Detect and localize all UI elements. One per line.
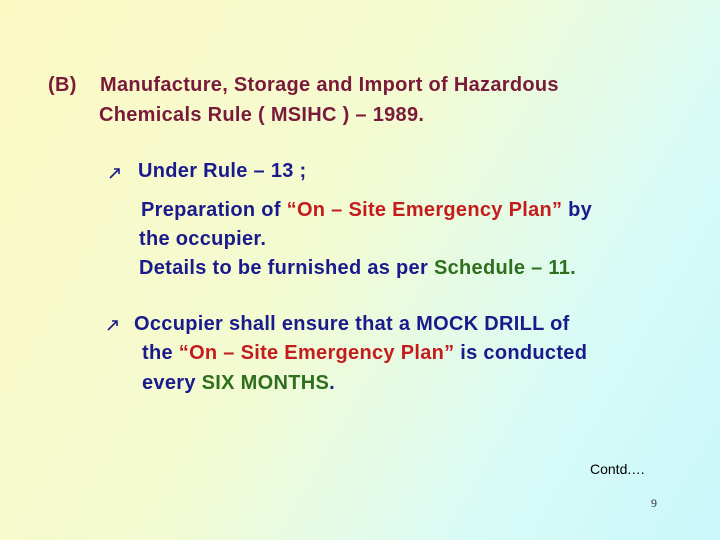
on-site-plan-highlight: “On – Site Emergency Plan” [178,342,455,364]
bullet1-text1: Preparation of [141,199,287,221]
bullet1-text1b: by [562,199,593,221]
bullet2-line-1: Occupier shall ensure that a MOCK DRILL of [134,313,570,335]
arrow-up-right-icon [106,318,120,332]
bullet1-text3: Details to be furnished as per [139,257,434,279]
bullet1-line-3 [139,257,576,280]
bullet2-text3a: every [142,372,202,394]
bullet2-text2a: the [142,342,179,364]
bullet1-line-2: the occupier. [139,228,267,250]
schedule-highlight: Schedule – 11. [433,257,576,279]
bullet1-line-1 [141,199,592,222]
on-site-plan-highlight: “On – Site Emergency Plan” [286,199,563,221]
heading-prefix: (B) [48,74,77,96]
arrow-up-right-icon [108,166,122,180]
bullet2-line-2 [142,342,587,365]
heading-line-2: Chemicals Rule ( MSIHC ) – 1989. [99,104,425,126]
heading-line-1: Manufacture, Storage and Import of Hazardous [100,74,559,96]
bullet2-text3b: . [329,372,335,394]
bullet2-text2b: is conducted [454,342,588,364]
contd-label: Contd.… [590,461,646,477]
page-number: 9 [651,496,657,510]
bullet2-line-3 [142,372,335,395]
six-months-highlight: SIX MONTHS [201,372,330,394]
bullet1-title: Under Rule – 13 ; [138,160,307,182]
